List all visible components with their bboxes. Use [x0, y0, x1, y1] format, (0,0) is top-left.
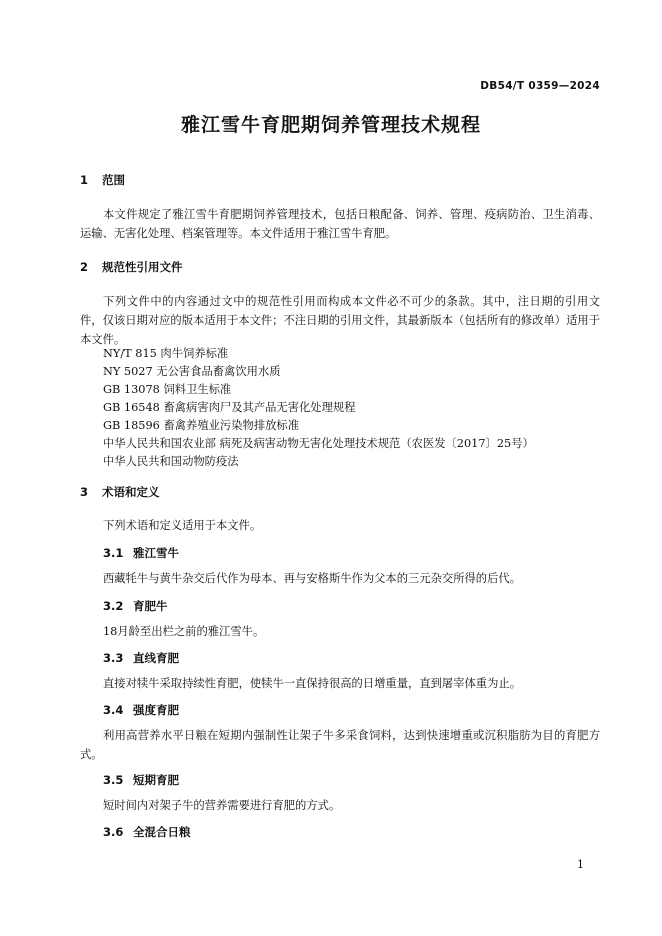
term-name: 直线育肥 [133, 651, 180, 665]
reference-item: GB 13078 饲料卫生标准 [103, 383, 232, 396]
section-number: 2 [80, 260, 89, 274]
section-title: 术语和定义 [102, 485, 160, 499]
term-number: 3.5 [103, 773, 124, 787]
references-paragraph: 下列文件中的内容通过文中的规范性引用而构成本文件必不可少的条款。其中，注日期的引用文件，仅该日期对应的版本适用于本文件；不注日期的引用文件，其最新版本（包括所有的修改单）适用于本文件。 [80, 295, 600, 346]
section-title: 规范性引用文件 [102, 260, 183, 274]
page-number: 1 [577, 858, 584, 871]
term-number: 3.4 [103, 703, 124, 717]
reference-item: 中华人民共和国动物防疫法 [103, 455, 239, 468]
term-definition: 西藏牦牛与黄牛杂交后代作为母本、再与安格斯牛作为父本的三元杂交所得的后代。 [103, 572, 521, 585]
section-title: 范围 [102, 173, 126, 187]
term-definition: 利用高营养水平日粮在短期内强制性让架子牛多采食饲料，达到快速增重或沉积脂肪为目的育肥方式。 [80, 729, 600, 761]
reference-item: GB 18596 畜禽养殖业污染物排放标准 [103, 419, 300, 432]
section-number: 3 [80, 485, 89, 499]
term-number: 3.6 [103, 825, 124, 839]
term-definition: 18月龄至出栏之前的雅江雪牛。 [103, 625, 265, 638]
term-name: 强度育肥 [133, 703, 180, 717]
section-number: 1 [80, 173, 89, 187]
reference-item: 中华人民共和国农业部 病死及病害动物无害化处理技术规范（农医发〔2017〕25号） [103, 437, 534, 450]
term-heading [103, 772, 179, 788]
term-definition: 短时间内对架子牛的营养需要进行育肥的方式。 [103, 799, 341, 812]
reference-item: NY/T 815 肉牛饲养标准 [103, 347, 229, 360]
term-heading [103, 650, 179, 666]
term-number: 3.1 [103, 546, 124, 560]
term-heading [103, 702, 179, 718]
section-heading-normative-references [80, 259, 183, 275]
document-code: DB54/T 0359—2024 [480, 80, 600, 92]
reference-item: GB 16548 畜禽病害肉尸及其产品无害化处理规程 [103, 401, 356, 414]
term-name: 育肥牛 [133, 599, 168, 613]
term-name: 全混合日粮 [133, 825, 191, 839]
reference-list [103, 345, 534, 471]
term-name: 雅江雪牛 [133, 546, 180, 560]
section-heading-scope [80, 172, 125, 188]
section-heading-terms-definitions [80, 484, 160, 500]
document-title: 雅江雪牛育肥期饲养管理技术规程 [180, 114, 481, 136]
term-heading [103, 545, 179, 561]
term-heading [103, 824, 191, 840]
term-number: 3.3 [103, 651, 124, 665]
term-definition: 直接对犊牛采取持续性育肥，使犊牛一直保持很高的日增重量，直到屠宰体重为止。 [103, 677, 521, 690]
term-number: 3.2 [103, 599, 124, 613]
term-name: 短期育肥 [133, 773, 180, 787]
scope-paragraph: 本文件规定了雅江雪牛育肥期饲养管理技术，包括日粮配备、饲养、管理、疫病防治、卫生消毒、运输、无害化处理、档案管理等。本文件适用于雅江雪牛育肥。 [80, 208, 600, 240]
term-heading [103, 598, 168, 614]
terms-intro: 下列术语和定义适用于本文件。 [103, 519, 262, 532]
reference-item: NY 5027 无公害食品畜禽饮用水质 [103, 365, 281, 378]
